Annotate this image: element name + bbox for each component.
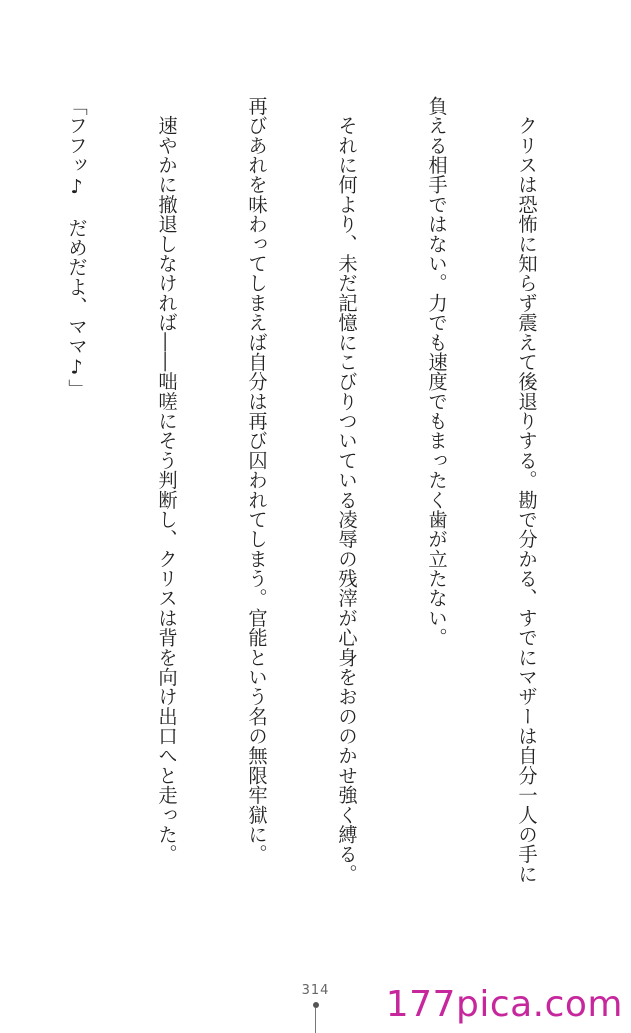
text-line: それに何より、未だ記憶にこびりついている凌辱の残滓が心身をおののかせ強く縛る。 [335, 96, 358, 884]
text-line: 負える相手ではない。力でも速度でもまったく歯が立たない。 [425, 96, 448, 648]
text-line: 速やかに撤退しなければ――咄嗟にそう判断し、クリスは背を向け出口へと走った。 [155, 96, 178, 864]
watermark: 177pica.com [385, 984, 623, 1025]
novel-body-text [0, 96, 601, 966]
page-marker-line [315, 1008, 316, 1033]
text-line [0, 96, 1, 966]
text-line: クリスは恐怖に知らず震えて後退りする。勘で分かる、すでにマザーは自分一人の手に [515, 96, 538, 884]
page-marker-dot [313, 1002, 319, 1008]
text-line: 再びあれを味わってしまえば自分は再び囚われてしまう。官能という名の無限牢獄に。 [245, 96, 268, 864]
page-number: 314 [301, 983, 330, 998]
text-line: 「フフッ♪ だめだよ、ママ♪」 [65, 96, 88, 399]
